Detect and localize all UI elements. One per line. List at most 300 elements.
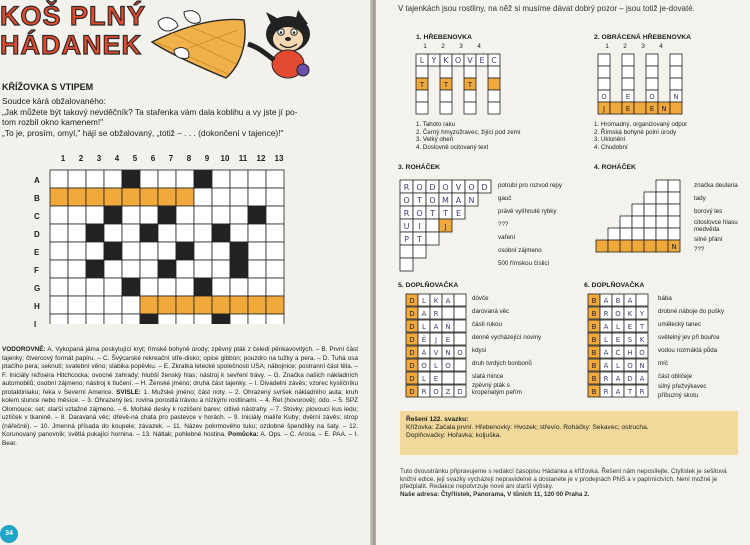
crossword-cell[interactable] <box>194 188 212 206</box>
comb-base-cell[interactable] <box>610 102 622 114</box>
cell-letter: E <box>649 105 655 113</box>
cell-letter: B <box>591 323 597 331</box>
staircase-cell[interactable] <box>608 240 620 252</box>
cell-letter: A <box>603 349 609 357</box>
comb-tooth-cell[interactable] <box>488 102 500 114</box>
comb-tooth-cell[interactable] <box>598 66 610 78</box>
crossword-cell[interactable] <box>194 170 212 188</box>
crossword-cell[interactable] <box>266 206 284 224</box>
crossword-cell[interactable] <box>248 278 266 296</box>
fill-in-cell[interactable] <box>454 333 466 345</box>
crossword-cell[interactable] <box>104 242 122 260</box>
puzzle-2-grid[interactable] <box>596 52 706 118</box>
crossword-cell[interactable] <box>248 314 266 324</box>
comb-tooth-cell[interactable] <box>670 66 682 78</box>
cell-letter: V <box>455 183 462 192</box>
puzzle-number: 3 <box>641 43 645 50</box>
staircase-cell[interactable] <box>632 204 644 216</box>
crossword-cell[interactable] <box>50 278 68 296</box>
crossword-cell[interactable] <box>140 224 158 242</box>
puzzle-5-grid[interactable] <box>404 292 474 400</box>
crossword-cell[interactable] <box>104 278 122 296</box>
clue: denně vycházející noviny <box>472 334 542 341</box>
staircase-cell[interactable] <box>620 228 632 240</box>
puzzle-number: 4 <box>659 43 663 50</box>
crossword-cell[interactable] <box>104 296 122 314</box>
cell-letter: T <box>443 209 448 218</box>
comb-tooth-cell[interactable] <box>670 78 682 90</box>
puzzle-6-grid[interactable] <box>586 292 656 400</box>
crossword-cell[interactable] <box>248 188 266 206</box>
crossword-grid[interactable] <box>34 152 294 324</box>
clue: dóvče <box>472 295 489 302</box>
cell-letter: K <box>443 56 449 65</box>
crossword-cell[interactable] <box>122 170 140 188</box>
crossword-cell[interactable] <box>158 314 176 324</box>
solution-line: Křížovka: Začala první. Hřebenovky: Hvozek; střevío. Roháčky: Sekavec; ostrucha. <box>406 424 649 432</box>
cell-letter: O <box>421 362 427 370</box>
row-letter: F <box>34 266 39 275</box>
crossword-cell[interactable] <box>212 260 230 278</box>
crossword-cell[interactable] <box>104 170 122 188</box>
crossword-cell[interactable] <box>68 242 86 260</box>
comb-tooth-cell[interactable] <box>440 90 452 102</box>
crossword-cell[interactable] <box>158 278 176 296</box>
crossword-cell[interactable] <box>194 278 212 296</box>
crossword-cell[interactable] <box>248 242 266 260</box>
comb-base-cell[interactable] <box>634 102 646 114</box>
fill-in-cell[interactable] <box>442 372 454 384</box>
right-page <box>376 0 750 545</box>
cell-letter: L <box>422 297 426 305</box>
joke-line: tom rozbil okno kamenem!" <box>2 117 104 127</box>
cell-letter: R <box>639 388 645 396</box>
crossword-cell[interactable] <box>104 260 122 278</box>
crossword-cell[interactable] <box>176 170 194 188</box>
cell-letter: A <box>603 323 609 331</box>
comb-tooth-cell[interactable] <box>464 66 476 78</box>
cell-letter: T <box>467 81 473 89</box>
cell-letter: K <box>639 336 645 344</box>
cat-with-basket-illustration <box>148 4 328 84</box>
puzzle-3-grid[interactable] <box>398 178 494 274</box>
puzzle-3-clues <box>498 180 598 270</box>
fill-in-cell[interactable] <box>636 294 648 306</box>
staircase-cell[interactable] <box>632 216 644 228</box>
puzzle-1-grid[interactable] <box>414 52 544 118</box>
crossword-cell[interactable] <box>230 206 248 224</box>
comb-tooth-cell[interactable] <box>646 78 658 90</box>
crossword-cell[interactable] <box>248 296 266 314</box>
staircase-cell[interactable] <box>668 180 680 192</box>
cell-letter: O <box>639 349 645 357</box>
staircase-cell[interactable] <box>620 240 632 252</box>
staircase-cell[interactable] <box>668 204 680 216</box>
crossword-clues <box>2 346 358 448</box>
cell-letter: I <box>418 222 421 231</box>
comb-tooth-cell[interactable] <box>488 78 500 90</box>
staircase-cell[interactable] <box>620 216 632 228</box>
fill-in-cell[interactable] <box>454 294 466 306</box>
cell-letter: O <box>649 93 655 101</box>
crossword-cell[interactable] <box>176 224 194 242</box>
crossword-cell[interactable] <box>230 278 248 296</box>
cell-letter: Z <box>445 388 451 396</box>
cell-letter: J <box>444 223 447 231</box>
staircase-cell[interactable] <box>400 245 413 258</box>
column-number: 10 <box>220 154 230 163</box>
staircase-cell[interactable] <box>656 204 668 216</box>
crossword-cell[interactable] <box>266 242 284 260</box>
cell-letter: O <box>433 388 439 396</box>
column-number: 6 <box>150 154 156 163</box>
cell-letter: O <box>442 183 449 192</box>
cell-letter: N <box>639 362 645 370</box>
crossword-cell[interactable] <box>194 224 212 242</box>
staircase-cell[interactable] <box>608 228 620 240</box>
crossword-cell[interactable] <box>140 188 158 206</box>
crossword-cell[interactable] <box>86 296 104 314</box>
crossword-cell[interactable] <box>230 224 248 242</box>
cell-letter: L <box>419 56 425 65</box>
crossword-cell[interactable] <box>140 296 158 314</box>
crossword-cell[interactable] <box>266 296 284 314</box>
crossword-cell[interactable] <box>176 242 194 260</box>
crossword-cell[interactable] <box>50 260 68 278</box>
crossword-cell[interactable] <box>176 206 194 224</box>
cell-letter: R <box>603 310 609 318</box>
column-number: 4 <box>114 154 120 163</box>
crossword-cell[interactable] <box>104 224 122 242</box>
crossword-cell[interactable] <box>86 206 104 224</box>
row-letter: H <box>34 302 40 311</box>
comb-tooth-cell[interactable] <box>670 54 682 66</box>
crossword-cell[interactable] <box>212 314 230 324</box>
crossword-cell[interactable] <box>104 206 122 224</box>
cell-letter: R <box>403 209 410 218</box>
crossword-cell[interactable] <box>50 224 68 242</box>
crossword-cell[interactable] <box>86 260 104 278</box>
clue: 4. Doslovně ocitovaný text <box>416 143 489 151</box>
column-number: 3 <box>96 154 102 163</box>
staircase-cell[interactable] <box>413 245 426 258</box>
row-letter: D <box>34 230 40 239</box>
crossword-cell[interactable] <box>248 206 266 224</box>
staircase-cell[interactable] <box>668 228 680 240</box>
crossword-cell[interactable] <box>140 206 158 224</box>
clue: část obličeje <box>658 373 693 380</box>
crossword-cell[interactable] <box>266 188 284 206</box>
cell-letter: A <box>615 375 621 383</box>
crossword-cell[interactable] <box>176 278 194 296</box>
page-title <box>0 2 146 60</box>
cell-letter: D <box>627 375 633 383</box>
crossword-cell[interactable] <box>68 224 86 242</box>
crossword-cell[interactable] <box>140 242 158 260</box>
cell-letter: M <box>442 196 449 205</box>
crossword-cell[interactable] <box>176 296 194 314</box>
comb-tooth-cell[interactable] <box>464 102 476 114</box>
crossword-cell[interactable] <box>230 170 248 188</box>
clue: potrubí pro rozvod repy <box>498 182 562 189</box>
cell-letter: D <box>409 323 415 331</box>
staircase-cell[interactable] <box>656 180 668 192</box>
fill-in-cell[interactable] <box>454 320 466 332</box>
cell-letter: S <box>627 336 633 344</box>
crossword-cell[interactable] <box>158 188 176 206</box>
crossword-cell[interactable] <box>266 314 284 324</box>
crossword-cell[interactable] <box>68 314 86 324</box>
crossword-cell[interactable] <box>68 278 86 296</box>
crossword-cell[interactable] <box>86 278 104 296</box>
joke-line: Soudce kárá obžalovaného: <box>2 96 106 106</box>
clue: borový les <box>694 208 723 215</box>
staircase-cell[interactable] <box>656 240 668 252</box>
crossword-cell[interactable] <box>50 188 68 206</box>
cell-letter: A <box>455 196 462 205</box>
cell-letter: D <box>457 388 463 396</box>
comb-tooth-cell[interactable] <box>440 66 452 78</box>
crossword-cell[interactable] <box>212 170 230 188</box>
crossword-cell[interactable] <box>230 242 248 260</box>
cell-letter: N <box>445 349 451 357</box>
cell-letter: K <box>433 297 439 305</box>
puzzle-1-clues <box>416 121 521 151</box>
column-number: 13 <box>274 154 284 163</box>
clue: příbuzný skotu <box>658 392 699 399</box>
crossword-cell[interactable] <box>212 242 230 260</box>
crossword-cell[interactable] <box>122 314 140 324</box>
crossword-cell[interactable] <box>266 278 284 296</box>
crossword-cell[interactable] <box>230 188 248 206</box>
cell-letter: O <box>457 349 463 357</box>
cell-letter: H <box>627 349 633 357</box>
crossword-cell[interactable] <box>122 188 140 206</box>
crossword-cell[interactable] <box>86 242 104 260</box>
cell-letter: J <box>602 105 606 113</box>
crossword-cell[interactable] <box>230 314 248 324</box>
clues-down-text: 1. Mužské jméno; část noty. – 2. Ohrazený svršek nákladního auta; kruh kolem slunce nebo měsíce. – 3. Ohrazený les; rovina porostlá trávou a nízkými rostlinami. – 4. Ret (hovorově); ódo. – 5. SPZ Olomouce; set; starší vztažné zájmeno. – 6. Mořské desky k rozlišení barev; citlivé nástrahy. – 7. Stovky; plovoucí kus ledu; uzlíček v tkanině. – 8. Daravaná věc; dřevě-ná chata pro pastevce v horách. – 9. Iniciály malíře Kuby; dvěrní závěs; strop (nářečně). – 10. Jmenná přísada do koupele; závazek. – 11. Název pokrmového tuku; ozdobné špendlíky na šaty. – 12. Korunovaný panovník; světlá pukající hornina. – 13. Nátlak; pohlebné hostina. <box>2 388 359 438</box>
crossword-cell[interactable] <box>158 242 176 260</box>
clue: 500 římskou číslicí <box>498 260 550 267</box>
comb-tooth-cell[interactable] <box>488 90 500 102</box>
comb-tooth-cell[interactable] <box>646 54 658 66</box>
crossword-cell[interactable] <box>140 260 158 278</box>
comb-base-cell[interactable] <box>670 102 682 114</box>
cell-letter: A <box>421 310 427 318</box>
comb-tooth-cell[interactable] <box>440 102 452 114</box>
crossword-cell[interactable] <box>158 206 176 224</box>
comb-tooth-cell[interactable] <box>488 66 500 78</box>
fill-in-cell[interactable] <box>454 372 466 384</box>
clue: drobné náboje do pušky <box>658 308 725 315</box>
crossword-cell[interactable] <box>122 278 140 296</box>
comb-tooth-cell[interactable] <box>622 78 634 90</box>
crossword-cell[interactable] <box>158 224 176 242</box>
staircase-cell[interactable] <box>644 240 656 252</box>
crossword-cell[interactable] <box>122 260 140 278</box>
staircase-cell[interactable] <box>656 216 668 228</box>
crossword-cell[interactable] <box>194 314 212 324</box>
staircase-cell[interactable] <box>644 228 656 240</box>
crossword-cell[interactable] <box>176 314 194 324</box>
crossword-cell[interactable] <box>212 224 230 242</box>
cell-letter: A <box>627 297 633 305</box>
fill-in-cell[interactable] <box>454 307 466 319</box>
cell-letter: D <box>409 349 415 357</box>
comb-tooth-cell[interactable] <box>416 66 428 78</box>
cell-letter: E <box>479 56 485 65</box>
crossword-cell[interactable] <box>266 260 284 278</box>
crossword-cell[interactable] <box>212 296 230 314</box>
crossword-cell[interactable] <box>212 278 230 296</box>
crossword-cell[interactable] <box>86 314 104 324</box>
crossword-cell[interactable] <box>140 314 158 324</box>
puzzle-5-clues <box>472 294 562 404</box>
cell-letter: Y <box>639 310 645 318</box>
solution-title: Řešení 122. svazku: <box>406 416 469 423</box>
crossword-cell[interactable] <box>122 296 140 314</box>
crossword-cell[interactable] <box>248 260 266 278</box>
hint-text: A. Ops. – C. Arosa. – E. PAA. – I. Bear. <box>2 431 358 447</box>
comb-tooth-cell[interactable] <box>416 90 428 102</box>
staircase-cell[interactable] <box>400 258 413 271</box>
crossword-cell[interactable] <box>50 170 68 188</box>
crossword-cell[interactable] <box>68 170 86 188</box>
comb-tooth-cell[interactable] <box>598 78 610 90</box>
staircase-cell[interactable] <box>668 216 680 228</box>
staircase-cell[interactable] <box>632 228 644 240</box>
staircase-cell[interactable] <box>644 216 656 228</box>
comb-tooth-cell[interactable] <box>464 90 476 102</box>
crossword-cell[interactable] <box>266 170 284 188</box>
cell-letter: B <box>591 349 597 357</box>
crossword-cell[interactable] <box>194 296 212 314</box>
puzzle-2-clues <box>594 121 687 151</box>
cell-letter: E <box>455 209 462 218</box>
puzzle-5-title: 5. DOPLŇOVAČKA <box>398 282 459 289</box>
staircase-cell[interactable] <box>656 192 668 204</box>
crossword-cell[interactable] <box>50 206 68 224</box>
crossword-cell[interactable] <box>50 314 68 324</box>
cell-letter: N <box>673 93 679 101</box>
crossword-cell[interactable] <box>158 260 176 278</box>
cell-letter: Ň <box>445 323 451 331</box>
cell-letter: O <box>429 196 436 205</box>
crossword-cell[interactable] <box>140 170 158 188</box>
crossword-cell[interactable] <box>230 296 248 314</box>
cell-letter: T <box>419 81 425 89</box>
crossword-cell[interactable] <box>122 242 140 260</box>
staircase-cell[interactable] <box>668 192 680 204</box>
puzzle-1-numbers <box>416 43 488 50</box>
fill-in-cell[interactable] <box>454 359 466 371</box>
puzzle-number: 2 <box>441 43 445 50</box>
crossword-cell[interactable] <box>176 260 194 278</box>
cell-letter: B <box>591 336 597 344</box>
staircase-cell[interactable] <box>596 240 608 252</box>
crossword-cell[interactable] <box>212 188 230 206</box>
comb-tooth-cell[interactable] <box>416 102 428 114</box>
crossword-cell[interactable] <box>68 296 86 314</box>
column-number: 2 <box>78 154 84 163</box>
clue: části rukou <box>472 321 502 328</box>
joke-line: „Jak můžete být takový nevděčník? Ta stařenka vám dala koblihu a vy jste jí po- <box>2 106 298 117</box>
crossword-cell[interactable] <box>122 206 140 224</box>
crossword-cell[interactable] <box>230 260 248 278</box>
cell-letter: L <box>422 375 426 383</box>
crossword-cell[interactable] <box>194 206 212 224</box>
crossword-cell[interactable] <box>50 296 68 314</box>
comb-tooth-cell[interactable] <box>646 66 658 78</box>
intro-text: V tajenkách jsou rostliny, na něž si musíme dávat dobrý pozor – jsou totiž je-dovaté. <box>398 4 695 13</box>
crossword-cell[interactable] <box>68 260 86 278</box>
puzzle-number: 2 <box>623 43 627 50</box>
crossword-cell[interactable] <box>50 242 68 260</box>
crossword-cell[interactable] <box>176 188 194 206</box>
page-number: 34 <box>0 525 18 543</box>
crossword-cell[interactable] <box>86 188 104 206</box>
clue: míč <box>658 360 668 367</box>
clue: umělecký tanec <box>658 321 701 328</box>
fill-in-cell[interactable] <box>442 307 454 319</box>
cell-letter: J <box>434 336 438 344</box>
column-number: 1 <box>60 154 66 163</box>
crossword-cell[interactable] <box>194 260 212 278</box>
crossword-cell[interactable] <box>266 224 284 242</box>
crossword-cell[interactable] <box>140 278 158 296</box>
crossword-cell[interactable] <box>86 170 104 188</box>
cell-letter: O <box>601 93 607 101</box>
comb-tooth-cell[interactable] <box>622 54 634 66</box>
staircase-cell[interactable] <box>644 192 656 204</box>
staircase-cell[interactable] <box>632 240 644 252</box>
crossword-cell[interactable] <box>68 188 86 206</box>
cell-letter: R <box>403 183 410 192</box>
left-page <box>0 0 372 545</box>
staircase-cell[interactable] <box>644 204 656 216</box>
crossword-cell[interactable] <box>104 314 122 324</box>
cell-letter: L <box>616 323 620 331</box>
crossword-cell[interactable] <box>68 206 86 224</box>
crossword-cell[interactable] <box>86 224 104 242</box>
crossword-cell[interactable] <box>158 170 176 188</box>
crossword-cell[interactable] <box>194 242 212 260</box>
crossword-cell[interactable] <box>212 206 230 224</box>
staircase-cell[interactable] <box>426 219 439 232</box>
comb-tooth-cell[interactable] <box>598 54 610 66</box>
puzzle-6-title: 6. DOPLŇOVAČKA <box>584 282 645 289</box>
crossword-cell[interactable] <box>158 296 176 314</box>
crossword-cell[interactable] <box>104 188 122 206</box>
clue: darovaná věc <box>472 308 510 315</box>
crossword-cell[interactable] <box>122 224 140 242</box>
puzzle-2-title: 2. OBRÁCENÁ HŘEBENOVKA <box>594 34 692 41</box>
staircase-cell[interactable] <box>656 228 668 240</box>
cell-letter: L <box>434 362 438 370</box>
staircase-cell[interactable] <box>426 232 439 245</box>
column-number: 11 <box>238 154 248 163</box>
crossword-cell[interactable] <box>248 224 266 242</box>
comb-tooth-cell[interactable] <box>622 66 634 78</box>
puzzle-4-grid[interactable] <box>594 178 690 254</box>
cell-letter: A <box>603 362 609 370</box>
cell-letter: R <box>421 388 427 396</box>
cell-letter: K <box>627 310 633 318</box>
cell-letter: D <box>481 183 488 192</box>
crossword-cell[interactable] <box>248 170 266 188</box>
row-letter: C <box>34 212 40 221</box>
